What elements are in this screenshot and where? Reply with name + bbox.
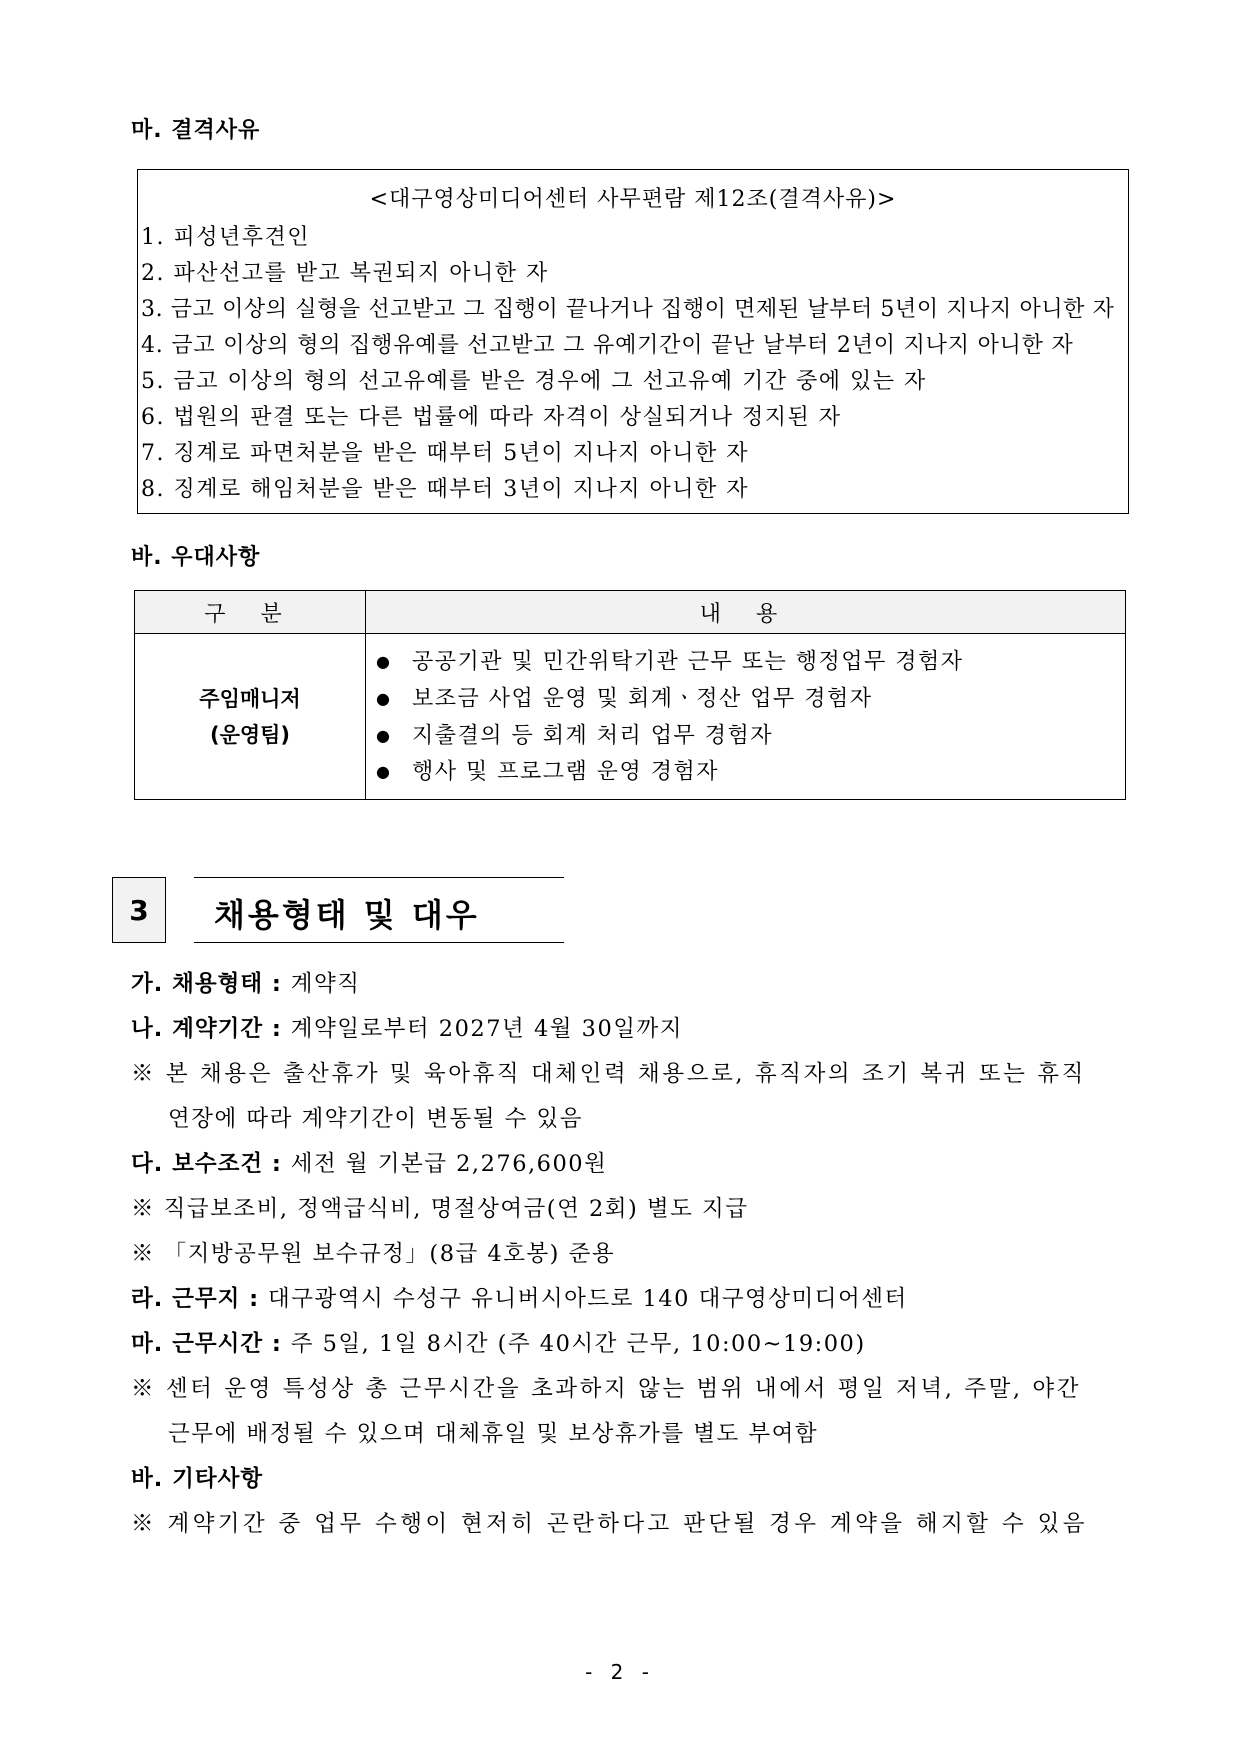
note-line-continued: 연장에 따라 계약기간이 변동될 수 있음: [168, 1106, 584, 1132]
disqualification-item: 1. 피성년후견인: [141, 225, 310, 250]
bullet-icon: ●: [376, 652, 392, 671]
page-number: - 2 -: [585, 1660, 655, 1684]
heading-disqualification: 마. 결격사유: [131, 118, 261, 143]
list-item: ● 보조금 사업 운영 및 회계ㆍ정산 업무 경험자: [376, 681, 1125, 718]
table-row: [135, 634, 1126, 800]
category-team: (운영팀): [209, 722, 291, 747]
note-line: ※ 직급보조비, 정액급식비, 명절상여금(연 2회) 별도 지급: [131, 1196, 749, 1222]
note-line: ※ 「지방공무원 보수규정」(8급 4호봉) 준용: [131, 1241, 616, 1267]
disqualification-item: 2. 파산선고를 받고 복권되지 아니한 자: [141, 261, 549, 286]
column-header-content: 내 용: [366, 591, 1126, 634]
workplace-line: 라. 근무지 : 대구광역시 수성구 유니버시아드로 140 대구영상미디어센터: [131, 1286, 908, 1312]
note-line: ※ 센터 운영 특성상 총 근무시간을 초과하지 않는 범위 내에서 평일 저녁, 주말, 야간: [131, 1376, 1082, 1402]
section-title-bar: [194, 877, 564, 943]
disqualification-item: 8. 징계로 해임처분을 받은 때부터 3년이 지나지 아니한 자: [141, 477, 749, 502]
working-hours-line: 마. 근무시간 : 주 5일, 1일 8시간 (주 40시간 근무, 10:00~19:00): [131, 1331, 866, 1357]
list-item: ● 공공기관 및 민간위탁기관 근무 또는 행정업무 경험자: [376, 644, 1125, 681]
heading-preferences: 바. 우대사항: [131, 545, 261, 570]
list-item: ● 지출결의 등 회계 처리 업무 경험자: [376, 718, 1125, 755]
disqualification-item: 4. 금고 이상의 형의 집행유예를 선고받고 그 유예기간이 끝난 날부터 2년이 지나지 아니한 자: [141, 333, 1074, 358]
note-line: ※ 본 채용은 출산휴가 및 육아휴직 대체인력 채용으로, 휴직자의 조기 복귀 또는 휴직: [131, 1061, 1086, 1087]
disqualification-item: 7. 징계로 파면처분을 받은 때부터 5년이 지나지 아니한 자: [141, 441, 749, 466]
disqualification-item: 6. 법원의 판결 또는 다른 법률에 따라 자격이 상실되거나 정지된 자: [141, 405, 842, 430]
disqualification-item: 5. 금고 이상의 형의 선고유예를 받은 경우에 그 선고유예 기간 중에 있는 자: [141, 369, 927, 394]
note-line-continued: 근무에 배정될 수 있으며 대체휴일 및 보상휴가를 별도 부여함: [168, 1421, 819, 1447]
disqualification-box-title: <대구영상미디어센터 사무편람 제12조(결격사유)>: [369, 187, 897, 212]
salary-line: 다. 보수조건 : 세전 월 기본급 2,276,600원: [131, 1151, 608, 1177]
list-item: ● 행사 및 프로그램 운영 경험자: [376, 754, 1125, 791]
note-line: ※ 계약기간 중 업무 수행이 현저히 곤란하다고 판단될 경우 계약을 해지할 수 있음: [131, 1511, 1088, 1537]
category-cell: [135, 634, 366, 800]
preferences-table: [134, 590, 1126, 800]
category-name: 주임매니저: [199, 686, 301, 711]
bullet-icon: ●: [376, 725, 392, 745]
disqualification-item: 3. 금고 이상의 실형을 선고받고 그 집행이 끝나거나 집행이 면제된 날부터 5년이 지나지 아니한 자: [141, 297, 1115, 322]
employment-type-line: 가. 채용형태 : 계약직: [131, 971, 361, 997]
section-number-badge: 3: [112, 877, 166, 943]
disqualification-box: [137, 169, 1129, 514]
other-matters-heading: 바. 기타사항: [131, 1466, 264, 1492]
bullet-icon: ●: [376, 762, 392, 782]
contract-period-line: 나. 계약기간 : 계약일로부터 2027년 4월 30일까지: [131, 1016, 683, 1042]
bullet-icon: ●: [376, 688, 392, 708]
content-cell: [366, 634, 1126, 800]
table-header-row: [135, 591, 1126, 634]
column-header-category: 구 분: [135, 591, 366, 634]
section-title: 채용형태 및 대우: [214, 896, 480, 934]
